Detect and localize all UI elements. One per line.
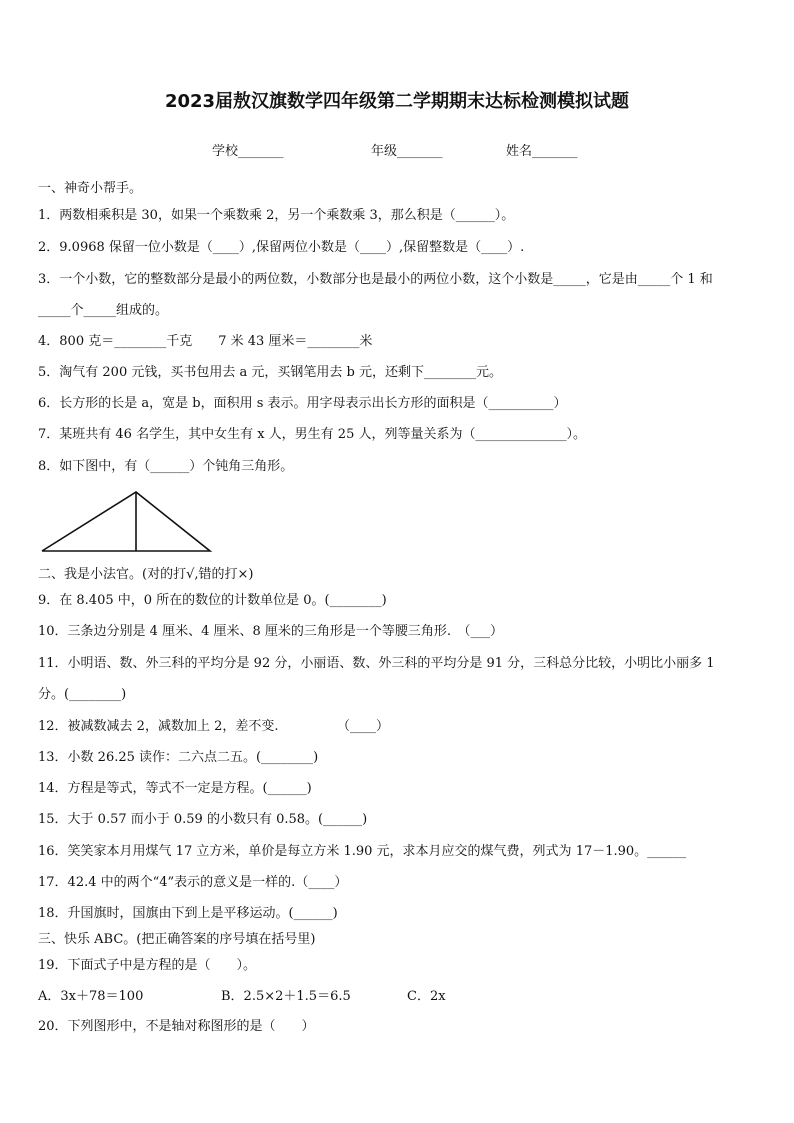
question-1: 1．两数相乘积是 30，如果一个乘数乘 2，另一个乘数乘 3，那么积是（______）。 <box>38 208 515 223</box>
student-info-row <box>0 140 794 160</box>
question-12: 12．被减数减去 2，减数加上 2，差不变. （____） <box>38 719 389 734</box>
school-field: 学校_______ <box>212 144 284 159</box>
question-6: 6．长方形的长是 a，宽是 b，面积用 s 表示。用字母表示出长方形的面积是（__________） <box>38 396 567 411</box>
question-15: 15．大于 0.57 而小于 0.59 的小数只有 0.58。(______) <box>38 812 368 827</box>
question-9: 9．在 8.405 中，0 所在的数位的计数单位是 0。(________) <box>38 593 387 608</box>
triangle-outline <box>42 492 210 551</box>
section-3-heading: 三、快乐 ABC。(把正确答案的序号填在括号里) <box>38 932 316 947</box>
question-10: 10．三条边分别是 4 厘米、4 厘米、8 厘米的三角形是一个等腰三角形. （___） <box>38 624 504 639</box>
question-16: 16．笑笑家本月用煤气 17 立方米，单价是每立方米 1.90 元，求本月应交的煤气费，列式为 17－1.90。______ <box>38 844 687 859</box>
question-5: 5．淘气有 200 元钱，买书包用去 a 元，买钢笔用去 b 元，还剩下________元。 <box>38 365 502 380</box>
question-18: 18．升国旗时，国旗由下到上是平移运动。(______) <box>38 906 338 921</box>
grade-field: 年级_______ <box>371 144 443 159</box>
question-3-line-2: _____个_____组成的。 <box>38 303 169 318</box>
question-14: 14．方程是等式，等式不一定是方程。(______) <box>38 781 312 796</box>
page-title: 2023届敖汉旗数学四年级第二学期期末达标检测模拟试题 <box>164 91 630 112</box>
triangle-figure <box>38 488 218 560</box>
question-2: 2．9.0968 保留一位小数是（____）,保留两位小数是（____）,保留整数是（____）. <box>38 240 525 255</box>
question-8: 8．如下图中，有（______）个钝角三角形。 <box>38 459 294 474</box>
option-b: B．2.5×2＋1.5＝6.5 <box>221 989 351 1004</box>
section-2-heading: 二、我是小法官。(对的打√,错的打×) <box>38 567 254 582</box>
option-a: A．3x＋78＝100 <box>38 989 144 1004</box>
question-7: 7．某班共有 46 名学生，其中女生有 x 人，男生有 25 人，列等量关系为（______________）。 <box>38 427 586 442</box>
option-c: C．2x <box>407 989 446 1004</box>
question-3-line-1: 3．一个小数，它的整数部分是最小的两位数，小数部分也是最小的两位小数，这个小数是_____，它是由_____个 1 和 <box>38 272 713 287</box>
question-11-line-2: 分。(________) <box>38 687 127 702</box>
question-11-line-1: 11．小明语、数、外三科的平均分是 92 分，小丽语、数、外三科的平均分是 91 分，三科总分比较，小明比小丽多 1 <box>38 656 715 671</box>
question-13: 13．小数 26.25 读作：二六点二五。(________) <box>38 750 319 765</box>
name-field: 姓名_______ <box>506 144 578 159</box>
question-4: 4．800 克＝________千克 7 米 43 厘米＝________米 <box>38 334 373 349</box>
question-20: 20．下列图形中，不是轴对称图形的是（ ） <box>38 1019 315 1034</box>
obtuse-triangle-diagram <box>38 488 218 556</box>
question-19: 19．下面式子中是方程的是（ ）。 <box>38 958 257 973</box>
question-17: 17．42.4 中的两个“4”表示的意义是一样的.（____） <box>38 875 348 890</box>
section-1-heading: 一、神奇小帮手。 <box>38 181 143 196</box>
